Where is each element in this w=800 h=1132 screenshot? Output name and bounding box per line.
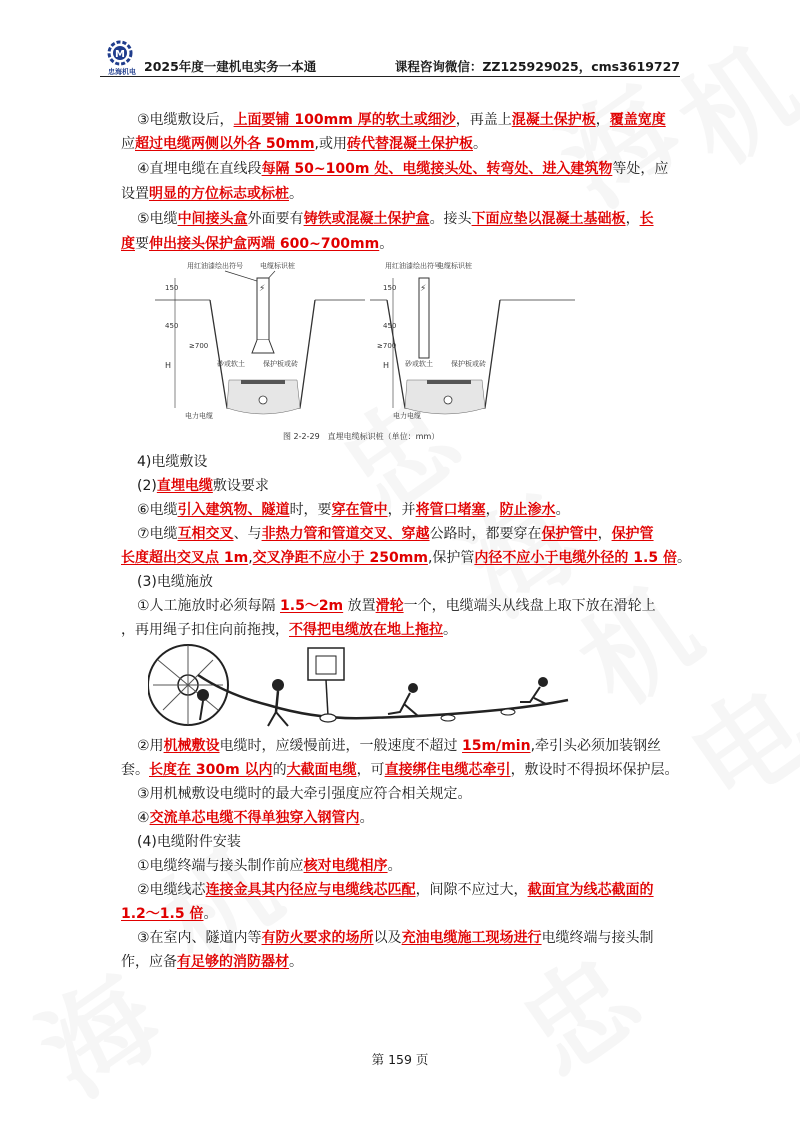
- svg-text:M: M: [115, 49, 125, 60]
- figure-label: 150: [383, 284, 397, 292]
- paragraph-line: 设置明显的方位标志或标桩。: [121, 186, 303, 202]
- paragraph-line: ②电缆线芯连接金具其内径应与电缆线芯匹配，间隙不应过大，截面宜为线芯截面的: [137, 882, 654, 898]
- section-heading: (4)电缆附件安装: [137, 834, 241, 850]
- figure-label: 450: [165, 322, 179, 330]
- paragraph-line: ①电缆终端与接头制作前应核对电缆相序。: [137, 858, 402, 874]
- figure-label: 砂或软土: [405, 360, 433, 368]
- section-heading: (3)电缆施放: [137, 574, 213, 590]
- paragraph-line: 套。长度在 300m 以内的大截面电缆，可直接绑住电缆芯牵引，敷设时不得损坏保护层。: [121, 762, 679, 778]
- paragraph-line: ②用机械敷设电缆时，应缓慢前进，一般速度不超过 15m/min,牵引头必须加装钢丝: [137, 738, 662, 754]
- document-title: 2025年度一建机电实务一本通: [144, 59, 317, 74]
- svg-text:⚡: ⚡: [420, 284, 427, 294]
- paragraph-line: ④直埋电缆在直线段每隔 50~100m 处、电缆接头处、转弯处、进入建筑物等处，应: [137, 161, 669, 177]
- figure-label: 用红油漆绘出符号: [187, 262, 243, 270]
- paragraph-line: ⑦电缆互相交叉、与非热力管和管道交叉、穿越公路时，都要穿在保护管中，保护管: [137, 526, 654, 542]
- figure-label: ≥700: [189, 342, 209, 350]
- section-heading: 4)电缆敷设: [137, 454, 208, 470]
- paragraph-line: 长度超出交叉点 1m,交叉净距不应小于 250mm,保护管内径不应小于电缆外径的 1.5 倍。: [121, 550, 691, 566]
- section-heading: (2)直埋电缆敷设要求: [137, 478, 269, 494]
- figure-label: 保护板或砖: [263, 360, 298, 368]
- figure-label: 保护板或砖: [451, 360, 486, 368]
- figure-label: 电力电缆: [393, 412, 421, 420]
- figure-label: 电力电缆: [185, 412, 213, 420]
- svg-text:⚡: ⚡: [259, 284, 266, 294]
- figure-label: H: [383, 361, 390, 370]
- figure-label: H: [165, 361, 172, 370]
- cable-marker-figure: [155, 258, 575, 448]
- paragraph-line: 1.2～1.5 倍。: [121, 906, 218, 922]
- watermark-char: [655, 643, 800, 836]
- paragraph-line: ⑤电缆中间接头盒外面要有铸铁或混凝土保护盒。接头下面应垫以混凝土基础板，长: [137, 211, 654, 227]
- logo: [100, 40, 140, 76]
- paragraph-line: ①人工施放时必须每隔 1.5～2m 放置滑轮一个，电缆端头从线盘上取下放在滑轮上: [137, 598, 656, 614]
- figure-label: ≥700: [377, 342, 397, 350]
- paragraph-line: ③电缆敷设后，上面要铺 100mm 厚的软土或细沙，再盖上混凝土保护板，覆盖宽度: [137, 112, 666, 128]
- contact-info: 课程咨询微信：ZZ125929025，cms3619727: [394, 59, 680, 74]
- paragraph-line: 应超过电缆两侧以外各 50mm,或用砖代替混凝土保护板。: [121, 136, 487, 152]
- cable-pulling-illustration: [148, 640, 588, 730]
- page-number: 第 159 页: [371, 1052, 429, 1067]
- figure-caption: 图 2-2-29 直埋电缆标识桩（单位：mm）: [283, 432, 440, 441]
- figure-label: 电缆标识桩: [260, 262, 295, 270]
- figure-label: 电缆标识桩: [437, 262, 472, 270]
- page-header: [100, 40, 680, 77]
- paragraph-line: 作，应备有足够的消防器材。: [121, 954, 303, 970]
- figure-label: 450: [383, 322, 397, 330]
- paragraph-line: ③在室内、隧道内等有防火要求的场所以及充油电缆施工现场进行电缆终端与接头制: [137, 930, 654, 946]
- paragraph-line: ④交流单芯电缆不得单独穿入钢管内。: [137, 810, 374, 826]
- figure-label: 150: [165, 284, 179, 292]
- logo-text: 忠海机电: [108, 68, 136, 76]
- paragraph-line: ⑥电缆引入建筑物、隧道时，要穿在管中，并将管口堵塞，防止渗水。: [137, 502, 570, 518]
- paragraph-line: ，再用绳子扣住向前拖拽，不得把电缆放在地上拖拉。: [121, 622, 457, 638]
- figure-label: 用红油漆绘出符号: [385, 262, 441, 270]
- figure-label: 砂或软土: [217, 360, 245, 368]
- paragraph-line: ③用机械敷设电缆时的最大牵引强度应符合相关规定。: [137, 786, 472, 802]
- paragraph-line: 度要伸出接头保护盒两端 600~700mm。: [121, 236, 394, 252]
